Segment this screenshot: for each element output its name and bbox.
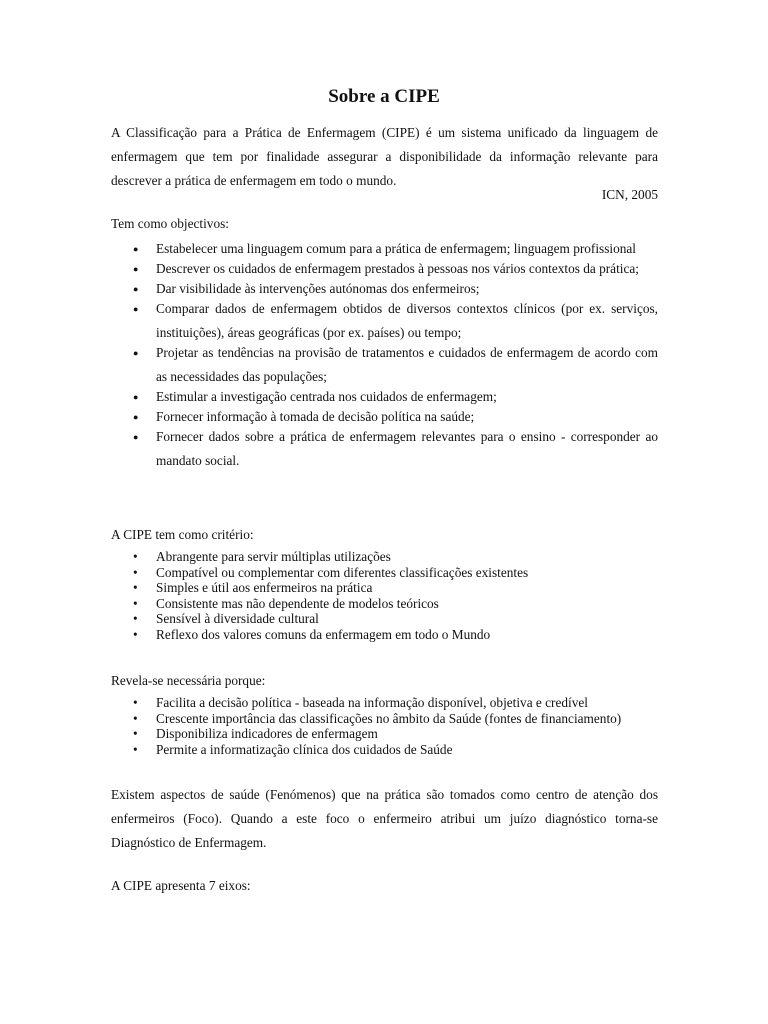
list-item: • Abrangente para servir múltiplas utilizações — [111, 549, 658, 565]
list-item: ● Estimular a investigação centrada nos cuidados de enfermagem; — [111, 385, 658, 409]
list-item: ● Descrever os cuidados de enfermagem prestados à pessoas nos vários contextos da prática; — [111, 257, 658, 281]
objectives-heading: Tem como objectivos: — [111, 216, 229, 231]
criteria-heading: A CIPE tem como critério: — [111, 527, 254, 542]
list-item: ● Estabelecer uma linguagem comum para a prática de enfermagem; linguagem profissional — [111, 237, 658, 261]
criteria-list — [111, 549, 658, 642]
list-item: • Facilita a decisão política - baseada na informação disponível, objetiva e credível — [111, 695, 658, 711]
list-item: ● Comparar dados de enfermagem obtidos de diversos contextos clínicos (por ex. serviços, instituições), áreas geográficas (por ex. países) ou tempo; — [111, 297, 658, 345]
intro-paragraph: A Classificação para a Prática de Enfermagem (CIPE) é um sistema unificado da linguagem de enfermagem que tem por finalidade assegurar a disponibilidade da informação relevante para descrever a prática de enfermagem em todo o mundo. — [111, 125, 658, 188]
list-item: • Simples e útil aos enfermeiros na prática — [111, 580, 658, 596]
list-item: • Disponibiliza indicadores de enfermagem — [111, 726, 658, 742]
axes-heading: A CIPE apresenta 7 eixos: — [111, 878, 251, 893]
citation: ICN, 2005 — [601, 187, 658, 202]
list-item: • Permite a informatização clínica dos cuidados de Saúde — [111, 742, 658, 758]
list-item: • Compatível ou complementar com diferentes classificações existentes — [111, 565, 658, 581]
objectives-list — [111, 237, 658, 469]
list-item: • Crescente importância das classificações no âmbito da Saúde (fontes de financiamento) — [111, 711, 658, 727]
necessity-list — [111, 695, 658, 757]
list-item: ● Projetar as tendências na provisão de tratamentos e cuidados de enfermagem de acordo com as necessidades das populações; — [111, 341, 658, 389]
necessity-heading: Revela-se necessária porque: — [111, 673, 266, 688]
list-item: ● Fornecer dados sobre a prática de enfermagem relevantes para o ensino - corresponder ao mandato social. — [111, 425, 658, 473]
list-item: • Sensível à diversidade cultural — [111, 611, 658, 627]
list-item: ● Dar visibilidade às intervenções autónomas dos enfermeiros; — [111, 277, 658, 301]
page-title: Sobre a CIPE — [328, 86, 440, 107]
list-item: • Reflexo dos valores comuns da enfermagem em todo o Mundo — [111, 627, 658, 643]
list-item: • Consistente mas não dependente de modelos teóricos — [111, 596, 658, 612]
aspects-paragraph: Existem aspectos de saúde (Fenómenos) que na prática são tomados como centro de atenção dos enfermeiros (Foco). Quando a este foco o enfermeiro atribui um juízo diagnóstico torna-se Diagnóstico de Enfermagem. — [111, 787, 658, 850]
list-item: ● Fornecer informação à tomada de decisão política na saúde; — [111, 405, 658, 429]
